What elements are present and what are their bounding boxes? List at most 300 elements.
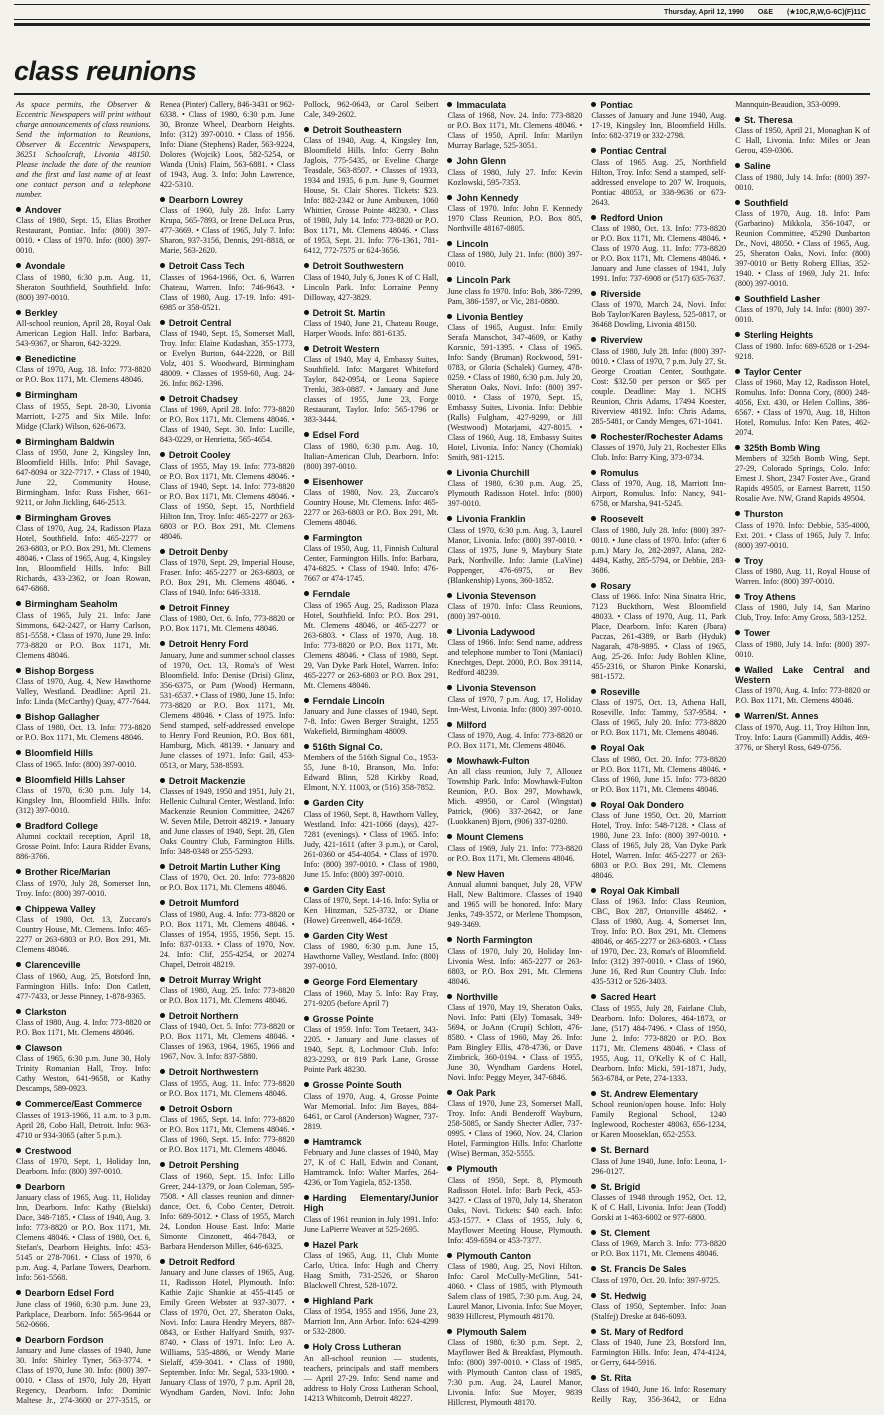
school-name <box>304 430 439 440</box>
reunion-entry <box>447 275 582 306</box>
school-name-text: Livonia Ladywood <box>456 627 535 638</box>
reunion-entry <box>447 100 582 151</box>
reunion-details: Class of 1940, Sept. 15, Somerset Mall, Troy. Info: Elaine Kudashan, 355-1773, or Evelyn Burton, 644-2228, or Bill Volz, 401 S. Woodward, Birmingham 48009. • Classes of 1959-60, Aug. 24-26. Info: 862-1396. <box>159 329 295 389</box>
school-name <box>16 666 151 676</box>
reunion-entry <box>447 468 582 509</box>
reunion-entry <box>304 696 439 737</box>
school-name-text: Detroit Henry Ford <box>168 639 249 650</box>
school-name <box>591 1264 726 1274</box>
reunion-details: All-school reunion, April 28, Royal Oak American Legion Hall. Info: Barbara, 543-9367, or Sharon, 642-3229. <box>16 319 151 349</box>
reunion-details: Class of 1970, Aug. 18, Marriott Inn-Airport, Romulus. Info: Nancy, 941-6758, or Marsha, 941-5245. <box>591 479 727 509</box>
school-name <box>160 1011 295 1021</box>
bullet-icon <box>447 516 452 521</box>
school-name-text: Pontiac Central <box>600 146 667 157</box>
school-name-text: Milford <box>456 719 487 730</box>
school-name <box>591 992 726 1002</box>
bullet-icon <box>735 594 740 599</box>
school-name-text: Southfield Lasher <box>744 294 821 305</box>
reunion-details: Class of 1975, Oct. 13, Athena Hall, Roseville. Info: Tammy, 537-9584. • Class of 1965, July 20. Info: 773-8820 or P.O. Box 1171, Mt. Clemens 48046. <box>591 698 727 738</box>
bullet-icon <box>591 434 596 439</box>
reunion-entry <box>16 261 151 302</box>
reunion-entry <box>735 294 870 325</box>
reunion-entry <box>735 509 870 550</box>
school-name-text: Northville <box>456 991 498 1002</box>
school-name <box>304 1014 439 1024</box>
reunion-details: Class of 1980, Oct. 13, Zuccaro's Country House, Mt. Clemens. Info: 465-2277 or 263-6803 or P.O. Box 291, Mt. Clemens 48046. <box>16 915 151 955</box>
school-name <box>304 1342 439 1352</box>
reunion-entry <box>160 195 295 256</box>
school-name-text: Dearborn <box>25 1181 66 1192</box>
reunion-details: Class of 1970, July 28, Somerset Inn, Troy. Info: (800) 397-0010. <box>16 878 151 898</box>
reunion-entry <box>304 344 439 425</box>
school-name-text: Livonia Franklin <box>456 514 526 525</box>
reunion-entry <box>735 628 870 659</box>
school-name <box>16 1007 151 1017</box>
reunion-entry <box>304 477 439 528</box>
reunion-details: Class of 1940, June 16. Info: Rosemary Reilly Ray, 356-3642, or Edna Mannquin-Beaudion, 353-0099. <box>591 100 841 1404</box>
bullet-icon <box>735 296 740 301</box>
reunion-entry <box>591 514 726 575</box>
reunion-entry <box>160 450 295 541</box>
school-name-text: Royal Oak Dondero <box>600 799 684 810</box>
reunion-details: Class of 1965. Info: (800) 397-0010. <box>16 759 137 769</box>
bullet-icon <box>16 668 21 673</box>
bullet-icon <box>16 439 21 444</box>
school-name-text: Avondale <box>25 261 66 272</box>
reunion-entry <box>16 1043 151 1094</box>
school-name <box>735 592 870 602</box>
bullet-icon <box>591 994 596 999</box>
reunion-entry <box>16 390 151 431</box>
reunion-details: Class of 1970, June 23, Somerset Mall, Troy. Info: Andi Benderoff Wayburn, 258-5085, or Sandy Shecter Adler, 737-0995. • Class of 1960, Nov. 24, Clarion Hotel, Farmington Hills. Info: Charlotte (Wise) Berman, 352-5555. <box>447 1099 583 1159</box>
bullet-icon <box>160 1259 165 1264</box>
reunion-entry <box>735 115 870 156</box>
school-name <box>304 696 439 706</box>
school-name-text: Clarenceville <box>25 960 81 971</box>
school-name <box>304 477 439 487</box>
school-name <box>16 261 151 271</box>
bullet-icon <box>591 802 596 807</box>
issue-date: Thursday, April 12, 1990 <box>664 8 744 16</box>
reunion-entry <box>304 1342 439 1403</box>
reunion-details: Class of 1980, Oct. 13. Info: 773-8820 or P.O. Box 1171, Mt. Clemens 48046. • Class of 1970 Aug. 11. Info: 773-8820 or P.O. Box 1171, Mt. Clemens 48046. • January and June classes of 1941, July 1991. Info: 737-6908 or (517) 635-7637. <box>591 224 727 284</box>
reunion-details: Class of 1940, Aug. 4, Kingsley Inn, Bloomfield Hills. Info: Gerry Bohn Jaglois, 775-5435, or Eveline Charge Teasdale, 563-8507. • Classes of 1933, 1934 and 1935, 6 p.m. June 9, Gourmet House, St. Clair Shores. Tickets: $23. Info: 882-2342 or June Ambuxen, 1060 Whittier, Grosse Pointe 48230. • Class of 1980, July 14. Info: 773-8820 or P.O. Box 1171, Mt. Clemens 48046. • Class of 1953, Sept. 21. Info: 776-1361, 781-6412, 772-7575 or 624-3656. <box>303 136 439 256</box>
reunion-details: Class of June 1950, Oct. 20, Marriott Hotel, Troy. Info: 548-7128. • Class of 1980, June 23. Info: (800) 397-0010. • Class of 1965, July 28, Van Dyke Park Hotel, Warren. Info: 465-2277 or 263-6803 or P.O. Box 291, Mt. Clemens 48046. <box>591 811 727 881</box>
school-name-text: Benedictine <box>25 354 77 365</box>
reunion-entry <box>591 886 726 987</box>
school-name-text: Dearborn Fordson <box>25 1334 104 1345</box>
school-name <box>735 115 870 125</box>
school-name-text: Chippewa Valley <box>25 903 96 914</box>
bullet-icon <box>16 962 21 967</box>
reunion-entry <box>447 591 582 622</box>
reunion-entry <box>735 198 870 289</box>
school-name-text: St. Theresa <box>744 115 793 125</box>
school-name <box>16 960 151 970</box>
bullet-icon <box>591 1375 596 1380</box>
bullet-icon <box>447 994 452 999</box>
reunion-entry <box>591 800 726 881</box>
bullet-icon <box>591 291 596 296</box>
school-name-text: Crestwood <box>25 1145 72 1156</box>
school-name <box>304 125 439 135</box>
school-name-text: Mount Clemens <box>456 832 524 843</box>
reunion-details: Class of 1970, Aug. 4, New Hawthorne Valley, Westland. Deadline: April 21. Info: Linda (McCarthy) Quay, 477-7644. <box>16 677 151 707</box>
reunion-entry <box>160 603 295 634</box>
reunion-details: Class of 1970, Sept. 14-16. Info: Sylia or Ken Hinzman, 525-3732, or Diane (Howe) Greenwell, 464-1659. <box>303 896 439 926</box>
school-name-text: Rosary <box>600 580 631 591</box>
bullet-icon <box>447 195 452 200</box>
reunion-details: Class of 1965, 6:30 p.m. June 30, Holy Trinity Romanian Hall, Troy. Info: Cathy Weston, 641-9658, or Kathy Descamps, 589-0923. <box>16 1054 151 1094</box>
school-name-text: St. Hedwig <box>600 1290 647 1301</box>
bullet-icon <box>304 346 309 351</box>
reunion-entry <box>447 1251 582 1322</box>
school-name-text: Detroit St. Martin <box>312 307 386 318</box>
school-name <box>16 513 151 523</box>
bullet-icon <box>591 102 596 107</box>
school-name <box>304 1193 439 1214</box>
reunion-entry <box>304 742 439 793</box>
bullet-icon <box>447 158 452 163</box>
school-name-text: Sterling Heights <box>744 330 814 341</box>
bullet-icon <box>16 1101 21 1106</box>
school-name-text: Sacred Heart <box>600 992 656 1003</box>
reunion-entry <box>591 100 726 141</box>
bullet-icon <box>447 470 452 475</box>
reunion-details: Class of 1980, July 28. Info: (800) 397-0010. • Class of 1970, 7 p.m. July 27, St. George Croatian Center, Southgate. Cost: $32.50 per person or $65 per couple. Deadline: May 1. NCHS Reunion, Chris Adams, 17494 Koester, Riverview 48192. Info: Chris Adams, 285-5481, or Candy Menges, 671-1041. <box>591 346 727 426</box>
reunion-entry <box>591 1291 726 1322</box>
reunion-columns <box>16 100 870 1410</box>
bullet-icon <box>447 834 452 839</box>
bullet-icon <box>304 1139 309 1144</box>
bullet-icon <box>735 117 740 122</box>
bullet-icon <box>16 310 21 315</box>
bullet-icon <box>304 698 309 703</box>
reunion-entry <box>16 821 151 862</box>
reunion-details: Class of 1970, Sept. 29, Imperial House, Fraser. Info: 465-2277 or 263-6803, or P.O. Box 291, Mt. Clemens 48046. • Class of 1940. Info: 646-3318. <box>159 558 295 598</box>
bullet-icon <box>447 722 452 727</box>
reunion-entry <box>16 748 151 769</box>
reunion-details: Class of 1955, July 28, Fairlane Club, Dearborn. Info: Dolores, 464-1873, or Jane, (517) 484-7496. • Class of 1950, June 2. Info: 773-8820 or P.O. Box 1171, Mt. Clemens 48046. • Class of 1955, Aug. 11, O'Kelly K of C Hall, Dearborn. Info: Micki, 591-1871, Judy, 563-6784, or Pete, 274-1333. <box>591 1003 727 1083</box>
bullet-icon <box>735 667 740 672</box>
bullet-icon <box>591 1184 596 1189</box>
school-name <box>160 1160 295 1170</box>
reunion-entry <box>447 514 582 585</box>
school-name-text: Ferndale Lincoln <box>312 695 385 706</box>
school-name-text: John Kennedy <box>456 192 519 203</box>
reunion-details: Class of 1969, July 21. Info: 773-8820 or P.O. Box 1171, Mt. Clemens 48046. <box>447 843 583 863</box>
reunion-details: Class of 1970, July 14. Info: (800) 397-0010. <box>735 305 870 325</box>
school-name-text: Rochester/Rochester Adams <box>600 431 724 442</box>
school-name-text: Troy <box>744 555 764 566</box>
bullet-icon <box>16 714 21 719</box>
reunion-details: Class of 1980, July 21. Info: (800) 397-0010. <box>447 250 583 270</box>
reunion-entry <box>16 1288 151 1329</box>
school-name <box>304 1240 439 1250</box>
school-name <box>16 867 151 877</box>
bullet-icon <box>16 356 21 361</box>
bullet-icon <box>304 127 309 132</box>
school-name <box>591 289 726 299</box>
school-name <box>591 743 726 753</box>
school-name <box>160 195 295 205</box>
school-name-text: St. Bernard <box>600 1145 649 1156</box>
reunion-details: Classes of January and June 1940, Aug. 17-19, Kingsley Inn, Bloomfield Hills. Info: 682-3719 or 332-2798. <box>591 111 727 141</box>
school-name-text: Livonia Stevenson <box>456 590 537 601</box>
bullet-icon <box>304 1242 309 1247</box>
reunion-entry <box>16 205 151 256</box>
reunion-entry <box>591 1145 726 1176</box>
school-name <box>591 335 726 345</box>
school-name <box>447 591 582 601</box>
school-name <box>447 156 582 166</box>
school-name-text: Roseville <box>600 687 640 698</box>
bullet-icon <box>591 516 596 521</box>
reunion-entry <box>16 308 151 349</box>
reunion-entry <box>160 1160 295 1251</box>
bullet-icon <box>304 479 309 484</box>
bullet-icon <box>16 601 21 606</box>
school-name-text: Livonia Churchill <box>456 468 530 479</box>
reunion-entry <box>304 1014 439 1075</box>
bullet-icon <box>735 630 740 635</box>
reunion-entry <box>591 432 726 463</box>
reunion-details: Class of 1940, Oct. 5. Info: 773-8820 or P.O. Box 1171, Mt. Clemens 48046. • Classes of 1963, 1964, 1965, 1966 and 1967, Nov. 3. Info: 837-5880. <box>159 1022 295 1062</box>
reunion-details: Class of 1970, March 24, Novi. Info: Bob Taylor/Karen Bayless, 525-0817, or 36468 Dowling, Livonia 48150. <box>591 300 727 330</box>
reunion-details: January and June classes of 1940, June 30. Info: Shirley Tyner, 563-3774. • Class of 1970, June 30. Info: (800) 397-0010. • Class of 1970, July 28, Hyatt Regency, Dearborn. Info: Dominic Maltese Jr., 274-3600 or 277-3515, or Renea (Pinter) Callery, 846-3431 or 962-6338. • Class of 1980, 6:30 p.m. June 30, Bronze Wheel, Dearborn Heights. Info: (312) 397-0010. • Class of 1956. Info: Diane (Stephens) Rader, 563-9224, Dolores (Wojcik) Loos, 582-5254, or Wanda (Unis) Flaim, 563-6881. • Class of 1943, Aug. 3. Info: John Lawrence, 422-5310. <box>16 100 295 1405</box>
bullet-icon <box>447 1253 452 1258</box>
bullet-icon <box>160 1013 165 1018</box>
reunion-details: January, June and summer school classes of 1970, Oct. 13, Roma's of West Bloomfield. Info: Denise (Drisi) Glinz, 356-6375, or Pam (Wood) Hermann, 531-6537. • Class of 1980, June 15. Info: 773-8820 or P.O. Box 1171, Mt. Clemens 48046. • Class of 1975. Info: Send stamped, self-addressed envelope to Henry Ford Reunion, P.O. Box 681, Hamburg, Mich. 48139. • January and June classes of 1971. Info: Gail, 453-0513, or Mary, 538-8593. <box>159 650 295 770</box>
reunion-entry <box>160 639 295 770</box>
bullet-icon <box>591 1091 596 1096</box>
school-name <box>447 312 582 322</box>
bullet-icon <box>591 215 596 220</box>
reunion-details: Class of 1954, 1955 and 1956, June 23, Marriott Inn, Ann Arbor. Info: 624-4299 or 532-2800. <box>303 1307 439 1337</box>
school-name <box>447 468 582 478</box>
reunion-details: Class of 1970, 6:30 p.m. Aug. 3, Laurel Manor, Livonia. Info: (800) 397-0010. • Class of 1975, June 9, Maybury State Park, Northville. Info: Jamie (LaVine) Poppenger, 476-6975, or Bev (Blankenship) Lyons, 360-1852. <box>447 525 583 585</box>
reunion-details: Class of 1959. Info: Tom Teetaert, 343-2205. • January and June classes of 1940, Sept. 8, Lochmoor Club. Info: 823-2293, or 819 Park Lane, Grosse Pointe Park 48230. <box>303 1025 439 1075</box>
school-name-text: North Farmington <box>456 935 533 946</box>
school-name-text: Detroit Mackenzie <box>168 775 246 786</box>
school-name <box>16 775 151 785</box>
school-name-text: Saline <box>744 161 771 172</box>
bullet-icon <box>304 800 309 805</box>
school-name <box>304 931 439 941</box>
bullet-icon <box>735 163 740 168</box>
school-name <box>447 514 582 524</box>
school-name-text: Dearborn Edsel Ford <box>25 1288 115 1299</box>
bullet-icon <box>447 277 452 282</box>
reunion-entry <box>160 547 295 598</box>
school-name <box>447 193 582 203</box>
reunion-details: Class of 1966. Info: Nina Sinatra Hric, 7123 Buckthorn, West Bloomfield 48033. • Class of 1970, Aug. 11, Park Place, Dearborn. Info: Karen (Jbara) Paczas, 261-4389, or Barb (Hyduk) Nagarah, 478-9895. • Class of 1965, Aug. 25-26. Info: Judy Bohlen Kline, 455-2316, or Sharon Pinke Konarski, 981-1572. <box>591 592 727 682</box>
school-name <box>735 161 870 171</box>
reunion-entry <box>304 589 439 690</box>
school-name-text: Royal Oak <box>600 743 645 754</box>
bullet-icon <box>591 583 596 588</box>
bullet-icon <box>447 871 452 876</box>
reunion-entry <box>591 1327 726 1368</box>
school-name-text: Plymouth Salem <box>456 1326 527 1337</box>
reunion-details: Class of 1980, July 14. Info: (800) 397-0010. <box>735 172 870 192</box>
reunion-entry <box>447 1164 582 1245</box>
reunion-entry <box>16 437 151 508</box>
reunion-details: Class of 1965 Aug. 25, Radisson Plaza Hotel, Southfield. Info: P.O. Box 291, Mt. Clemens 48046, or 465-2277 or 263-6803. • Class of 1970, Aug. 18. Info: 773-8820 or P.O. Box 1171, Mt. Clemens 48046. • Class of 1980, Sept. 29, Van Dyke Park Hotel, Warren. Info: 465-2277 or 263-6803 or P.O. Box 291, Mt. Clemens 48046. <box>303 600 439 690</box>
school-name-text: Garden City <box>312 798 364 809</box>
school-name-text: Pontiac <box>600 100 633 110</box>
school-name <box>735 294 870 304</box>
school-name <box>447 627 582 637</box>
reunion-details: January and June classes of 1965, Aug. 11, Radisson Hotel, Plymouth. Info: Kathie Zajic Shankie at 455-4145 or Emily Green Webster at 937-3077. • Class of 1970, Oct. 27, Sheraton Oaks, Novi. Info: Laura Hendry Meyers, 887-0843, or Esther Halfyard Smith, 937-8740. • Class of 1971. Info: Leo A. Williams, 535-4886, or Wendy Marie Sielaff, 459-3041. • Class of 1980, September. Info: Mr. Segal, 533-1900. • January Class of 1970, 7 p.m. April 28, Wyndham Garden, Novi. Info: John Pollock, 962-0643, or Carol Seibert Cale, 349-2602. <box>159 100 439 1397</box>
reunion-details: Class of 1970, Sept. 1, Holiday Inn, Dearborn. Info: (800) 397-0010. <box>16 1156 151 1176</box>
intro-text: As space permits, the Observer & Eccentric Newspapers will print without charge announcements of class reunions. Send the information to Reunions, Observer & Eccentric Newspapers, 36251 Schoolcraft, Livonia 48150. Please include the date of the reunion and the first and last name of at least one contact person and a telephone number. <box>16 100 151 199</box>
reunion-entry <box>16 599 151 660</box>
reunion-details: Class of 1960, Sept. 15. Info: Lillo Greer, 244-1379, or Joan Coleman, 595-7508. • All classes reunion and dinner-dance, Oct. 6, Cobo Center, Detroit. Info: 689-5012. • Class of 1955, March 24, London House East. Info: Marie Simonte Cinzonett, 464-7843, or Barbara Henderson Miller, 646-6325. <box>159 1171 295 1251</box>
school-name-text: Riverside <box>600 289 641 300</box>
reunion-entry <box>16 712 151 743</box>
bullet-icon <box>735 713 740 718</box>
school-name <box>447 869 582 879</box>
reunion-details: Class of 1980, Aug. 4. Info: 773-8820 or P.O. Box 1171, Mt. Clemens 48046. • Classes of 1954, 1955, 1956, Sept. 15. Info: 837-0133. • Class of 1970, Nov. 24. Info: Clif, 255-4254, or 20274 Chapel, Detroit 48219. <box>159 909 295 969</box>
reunion-details: Class of 1980, 6:30 p.m. Aug. 11, Sheraton Southfield, Southfield. Info: (800) 397-0010. <box>16 272 151 302</box>
school-name-text: Warren/St. Annes <box>744 711 819 722</box>
school-name-text: Edsel Ford <box>312 430 360 441</box>
reunion-entry <box>735 443 870 504</box>
reunion-details: Class of 1970. Info: John F. Kennedy 1970 Class Reunion, P.O. Box 805, Northville 48167-0805. <box>447 204 583 234</box>
bullet-icon <box>591 1230 596 1235</box>
reunion-details: Class of 1980, Sept. 15, Elias Brother Restaurant, Pontiac. Info: (800) 397-0010. • Class of 1970. Info: (800) 397-0010. <box>16 216 151 256</box>
school-name <box>304 344 439 354</box>
school-name-text: St. Rita <box>600 1373 632 1384</box>
bullet-icon <box>304 1195 309 1200</box>
reunion-details: Class of 1965, Aug. 11, Club Monte Carlo, Utica. Info: Hugh and Cherry Haag Smith, 731-2526, or Sharon Blackwell Chrest, 528-1072. <box>303 1250 439 1290</box>
school-name <box>160 1257 295 1267</box>
bullet-icon <box>160 452 165 457</box>
reunion-details: Class of 1965, August. Info: Emily Serafa Manschot, 347-4609, or Kathy Korsnic, 591-1395. • Class of 1965. Info: Sandy (Bruman) Rockwood, 591-0783, or Gloria (Schalek) Gurney, 478-0259. • Class of 1980, 6:30 p.m. July 20, Sheraton Oaks, Novi. Info: (800) 397-0010. • Class of 1970, Sept. 15, Embassy Suites, Livonia. Info: Debbie (Ralls) Fulgham, 427-9299, or Jill (Westwood) Motarjami, 427-8015. • Class of 1960, Aug. 18, Embassy Suites Hotel, Livonia. Info: Nancy (Chomiak) Smith, 981-1215. <box>447 323 583 463</box>
school-name <box>16 748 151 758</box>
school-name-text: Detroit Central <box>168 317 232 328</box>
school-name <box>591 468 726 478</box>
reunion-entry <box>160 318 295 389</box>
reunion-entry <box>591 1228 726 1259</box>
reunion-entry <box>16 354 151 385</box>
school-name-text: New Haven <box>456 868 505 879</box>
school-name-text: Lincoln Park <box>456 275 511 286</box>
reunion-entry <box>304 1240 439 1291</box>
school-name-text: Hamtramck <box>312 1136 362 1147</box>
reunion-details: Class of 1950, Sept. 8, Plymouth Radisson Hotel. Info: Barb Peck, 453-3427. • Class of 1970, July 14, Sheraton Oaks, Novi. Tickets: $40 each. Info: 453-1577. • Class of 1955, July 6, Mayflower Meeting House, Plymouth. Info: 459-6594 or 453-7377. <box>447 1175 583 1245</box>
reunion-details: Class of 1980, Aug. 25, Novi Hilton. Info: Carol McCully-McGlinn, 541-4060. • Class of 1985, with Plymouth Salem class of 1985, 7:30 p.m. Aug. 24, Laurel Manor, Livonia. Info: Sue Moyer, 9839 Hillcrest, Plymouth 48170. <box>447 1261 583 1321</box>
bullet-icon <box>447 685 452 690</box>
school-name <box>160 318 295 328</box>
bullet-icon <box>735 445 740 450</box>
school-name-text: Birmingham <box>25 390 78 401</box>
reunion-details: Class of 1965 Aug. 25, Northfield Hilton, Troy. Info: Send a stamped, self-addressed envelope to 207 W. Iroquois, Pontiac 48053, or 338-9636 or 673-2643. <box>591 157 727 207</box>
bullet-icon <box>304 1344 309 1349</box>
bullet-icon <box>16 777 21 782</box>
school-name <box>735 367 870 377</box>
school-name-text: Detroit Martin Luther King <box>168 862 281 873</box>
school-name-text: Bishop Gallagher <box>25 712 100 723</box>
reunion-details: Annual alumni banquet, July 28, VFW Hall, New Baltimore. Classes of 1940 and 1965 will be honored. Info: Mary Jenks, 749-3572, or Merlene Thompson, 949-3469. <box>447 880 583 930</box>
school-name-text: Detroit Redford <box>168 1256 235 1267</box>
reunion-details: Class of 1970, Aug. 4. Info: 773-8820 or P.O. Box 1171, Mt. Clemens 48046. <box>447 731 583 751</box>
reunion-details: Class of 1970, Aug. 4. Info: 773-8820 or P.O. Box 1171, Mt. Clemens 48046. <box>735 686 870 706</box>
reunion-details: Class of 1970, 7 p.m. Aug. 17, Holiday Inn-West, Livonia. Info: (800) 397-0010. <box>447 694 583 714</box>
school-name <box>16 1043 151 1053</box>
bullet-icon <box>735 200 740 205</box>
school-name-text: Troy Athens <box>744 592 796 603</box>
bullet-icon <box>160 900 165 905</box>
bullet-icon <box>447 758 452 763</box>
school-name <box>591 800 726 810</box>
reunion-details: Class of 1970, Oct. 20. Info: 397-9725. <box>591 1275 721 1285</box>
school-name-text: 516th Signal Co. <box>312 742 383 753</box>
reunion-entry <box>447 239 582 270</box>
reunion-details: Class of 1970, Aug. 4, Grosse Pointe War Memorial. Info: Jim Bayes, 884-6461, or Carol (Anderson) Wagner, 737-2819. <box>303 1091 439 1131</box>
school-name-text: Ferndale <box>312 589 351 600</box>
reunion-details: Class of 1980, Nov. 23, Zuccaro's Country House, Mt. Clemens. Info: 465-2277 or 263-6803 or P.O. Box 291, Mt. Clemens 48046. <box>303 488 439 528</box>
bullet-icon <box>591 888 596 893</box>
bullet-icon <box>735 332 740 337</box>
reunion-details: Class of 1980, 6:30 p.m. Sept. 2, Mayflower Bed & Breakfast, Plymouth. Info: (800) 397-0010. • Class of 1985, with Plymouth Canton class of 1985, 7:30 p.m. Aug. 24, Laurel Manor, Livonia. Info: Sue Moyer, 9839 Hillcrest, Plymouth 48170. <box>447 1338 583 1408</box>
school-name <box>304 742 439 752</box>
reunion-entry <box>16 513 151 594</box>
bullet-icon <box>16 1148 21 1153</box>
reunion-entry <box>447 720 582 751</box>
school-name <box>16 205 151 215</box>
school-name-text: 325th Bomb Wing <box>744 443 821 454</box>
bullet-icon <box>160 197 165 202</box>
bullet-icon <box>591 148 596 153</box>
school-name-text: Detroit Southwestern <box>312 261 404 272</box>
bullet-icon <box>591 1293 596 1298</box>
school-name-text: Dearborn Lowrey <box>168 195 243 205</box>
school-name <box>16 1099 151 1109</box>
bullet-icon <box>447 1329 452 1334</box>
reunion-entry <box>160 975 295 1006</box>
school-name-text: Redford Union <box>600 212 663 223</box>
bullet-icon <box>447 241 452 246</box>
school-name <box>160 776 295 786</box>
reunion-entry <box>591 1182 726 1223</box>
title-rule <box>14 93 870 95</box>
school-name-text: Detroit Cass Tech <box>168 261 245 272</box>
school-name <box>16 712 151 722</box>
school-name-text: Detroit Osborn <box>168 1103 233 1114</box>
reunion-details: Class of 1980, 6:30 p.m. Aug. 25, Plymouth Radisson Hotel. Info: (800) 397-0010. <box>447 479 583 509</box>
school-name <box>160 261 295 271</box>
school-name <box>735 198 870 208</box>
school-name <box>304 308 439 318</box>
school-name-text: Detroit Southeastern <box>312 125 402 135</box>
reunion-entry <box>160 261 295 312</box>
reunion-details: Classes of 1949, 1950 and 1951, July 21, Hellenic Cultural Center, Westland. Info: Mackenzie Reunion Committee, 24267 W. Seven Mile, Detroit 48219. • January and June classes of 1940, Sept. 28, Glen Oaks Country Club, Farmington Hills. Info: 348-0348 or 255-5293. <box>159 787 295 857</box>
school-name <box>591 1089 726 1099</box>
school-name-text: St. Francis De Sales <box>600 1264 687 1275</box>
school-name <box>16 437 151 447</box>
school-name-text: Bloomfield Hills <box>25 748 94 759</box>
reunion-details: School reunion/open house. Info: Holy Family Regional School, 1240 Inglewood, Rochester 48063, 656-1234, or Karen Mooseklan, 652-2553. <box>591 1100 727 1140</box>
header-rule <box>14 23 870 26</box>
reunion-details: Class of 1980, July 14, San Marino Club, Troy. Info: Amy Gross, 583-1252. <box>735 603 870 623</box>
reunion-details: Members of the 516th Signal Co., 1953-55, June 8-10, Branson, Mo. Info: Edward Blinn, 528 Kirkby Road, Elmont, N.Y. 11003, or (516) 358-7852. <box>303 753 439 793</box>
reunion-details: Class of 1965, Sept. 14. Info: 773-8820 or P.O. Box 1171, Mt. Clemens 48046. • Class of 1960, Sept. 15. Info: 773-8820 or P.O. Box 1171, Mt. Clemens 48046. <box>159 1115 295 1155</box>
bullet-icon <box>304 744 309 749</box>
reunion-details: An all class reunion, July 7, Allouez Township Park. Info: Mowhawk-Fulton Reunion, P.O. Box 297, Mowhawk, Mich. 49950, or Carol (Wingstat) Patrick, (906) 337-2642, or Jane (Luokkanen) Bjorn, (906) 337-0280. <box>447 767 583 827</box>
section-title: class reunions <box>14 56 197 86</box>
